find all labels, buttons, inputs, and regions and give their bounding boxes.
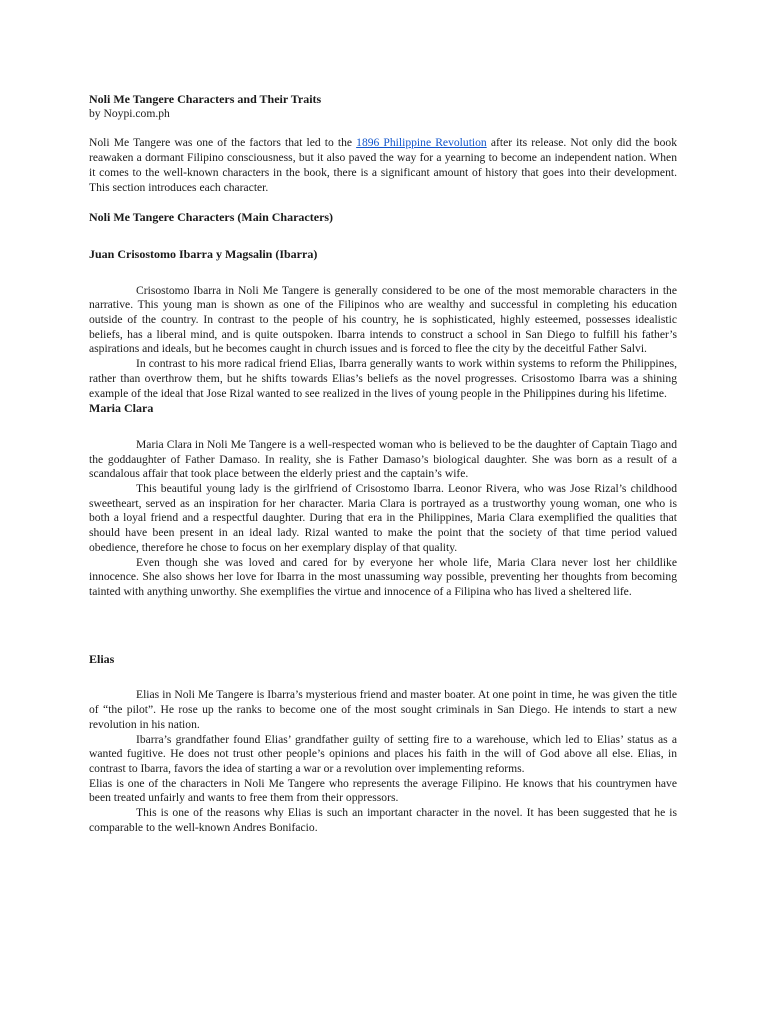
document-title: Noli Me Tangere Characters and Their Traits bbox=[89, 92, 322, 106]
maria-clara-paragraph-2: This beautiful young lady is the girlfriend of Crisostomo Ibarra. Leonor Rivera, who was Jose Rizal’s childhood sweetheart, served as an inspiration for her character. Maria Clara is portrayed as a trustworthy young woman, one who is both a loyal friend and a respectful daughter. During that era in the Philippines, Maria Clara exemplified the qualities that should have been present in an ideal lady. Rizal wanted to make the point that the society of that time period valued obedience, therefore he chose to focus on her exemplary display of that quality. bbox=[89, 482, 677, 554]
elias-paragraph-2: Ibarra’s grandfather found Elias’ grandfather guilty of setting fire to a warehouse, which led to Elias’ status as a wanted fugitive. He does not trust other people’s opinions and places his faith in the will of God above all else. Elias, in contrast to Ibarra, favors the idea of starting a war or a revolution over implementing reforms. bbox=[89, 732, 677, 775]
byline: by Noypi.com.ph bbox=[89, 106, 170, 120]
main-characters-heading: Noli Me Tangere Characters (Main Characters) bbox=[89, 210, 334, 225]
elias-paragraph-4: This is one of the reasons why Elias is such an important character in the novel. It has been suggested that he is comparable to the well-known Andres Bonifacio. bbox=[89, 806, 677, 834]
maria-clara-heading: Maria Clara bbox=[89, 401, 154, 416]
intro-paragraph bbox=[89, 136, 677, 195]
ibarra-heading: Juan Crisostomo Ibarra y Magsalin (Ibarra) bbox=[89, 246, 318, 261]
maria-clara-paragraph-1: Maria Clara in Noli Me Tangere is a well-respected woman who is believed to be the daughter of Captain Tiago and the goddaughter of Father Damaso. In reality, she is Father Damaso’s biological daughter. She was born as a result of a scandalous affair that took place between the elderly priest and the captain’s wife. bbox=[89, 437, 677, 481]
document-page bbox=[89, 92, 677, 835]
revolution-link[interactable]: 1896 Philippine Revolution bbox=[356, 136, 487, 150]
ibarra-paragraph-1: Crisostomo Ibarra in Noli Me Tangere is generally considered to be one of the most memorable characters in the narrative. This young man is shown as one of the Filipinos who are wealthy and successful in completing his education outside of the country. In contrast to the people of his country, he is sophisticated, highly esteemed, possesses idealistic beliefs, has a liberal mind, and is quite outspoken. Ibarra intends to construct a school in San Diego to fulfill his father’s aspirations and ideals, but he becomes caught in church issues and is forced to flee the city by the deceitful Father Salvi. bbox=[89, 283, 677, 356]
intro-text-before: Noli Me Tangere was one of the factors that led to the bbox=[89, 136, 357, 150]
elias-heading: Elias bbox=[89, 651, 115, 666]
ibarra-paragraph-2: In contrast to his more radical friend Elias, Ibarra generally wants to work within systems to reform the Philippines, rather than overthrow them, but he shifts towards Elias’s beliefs as the novel progresses. Crisostomo Ibarra was a shining example of the ideal that Jose Rizal wanted to see realized in the lives of young people in the Philippines during his lifetime. bbox=[89, 357, 677, 400]
maria-clara-paragraph-3: Even though she was loved and cared for by everyone her whole life, Maria Clara never lost her childlike innocence. She also shows her love for Ibarra in the most unassuming way possible, preventing her thoughts from becoming tainted with anything unworthy. She exemplifies the virtue and innocence of a Filipina who has lived a sheltered life. bbox=[89, 555, 677, 598]
elias-paragraph-3: Elias is one of the characters in Noli Me Tangere who represents the average Filipino. He knows that his countrymen have been treated unfairly and wants to free them from their oppressors. bbox=[89, 776, 677, 805]
elias-paragraph-1: Elias in Noli Me Tangere is Ibarra’s mysterious friend and master boater. At one point in time, he was given the title of “the pilot”. He rose up the ranks to become one of the most sought criminals in San Diego. He intends to start a new revolution in his nation. bbox=[89, 688, 677, 731]
intro-text-after: after its release. Not only did the book reawaken a dormant Filipino consciousness, but it also paved the way for a yearning to become an independent nation. When it comes to the well-known characters in the book, there is a significant amount of history that goes into their development. This section introduces each character. bbox=[89, 136, 677, 194]
